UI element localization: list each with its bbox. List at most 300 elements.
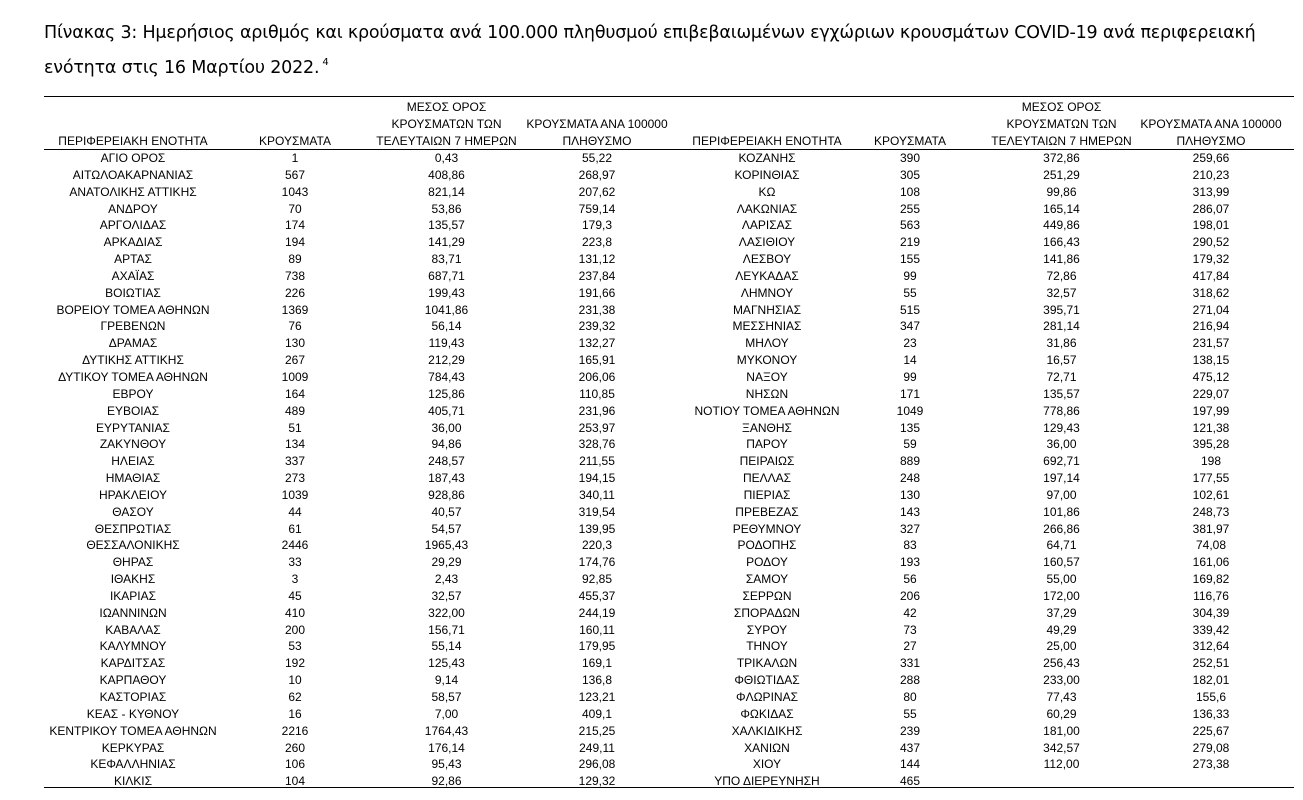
cell-unit: ΑΓΙΟ ΟΡΟΣ <box>100 151 166 165</box>
cell-cases: 219 <box>899 235 921 250</box>
cell-unit: ΒΟΡΕΙΟΥ ΤΟΜΕΑ ΑΘΗΝΩΝ <box>56 302 210 317</box>
cell-per-100k: 160,11 <box>579 622 615 637</box>
cell-cases: 80 <box>903 690 917 704</box>
cell-avg-7day: 778,86 <box>1043 403 1080 418</box>
cell-avg-7day: 36,00 <box>431 420 462 435</box>
cell-per-100k: 225,67 <box>1192 723 1230 738</box>
cell-unit: ΑΡΚΑΔΙΑΣ <box>103 235 163 250</box>
cell-per-100k: 220,3 <box>581 538 613 553</box>
cell-avg-7day: 176,14 <box>428 740 465 755</box>
cell-avg-7day: 95,43 <box>431 757 462 772</box>
cell-per-100k: 231,38 <box>578 302 616 317</box>
cell-avg-7day: 9,14 <box>434 673 459 688</box>
cell-unit: ΘΑΣΟΥ <box>112 504 154 519</box>
cell-cases: 76 <box>288 319 302 334</box>
cell-per-100k: 455,37 <box>578 588 616 603</box>
cell-unit: ΦΩΚΙΔΑΣ <box>740 706 794 721</box>
table-body <box>44 150 1294 788</box>
cell-unit: ΔΡΑΜΑΣ <box>108 336 158 351</box>
cell-unit: ΓΡΕΒΕΝΩΝ <box>100 319 166 334</box>
cell-cases: 1 <box>291 151 299 165</box>
header-unit-left: ΠΕΡΙΦΕΡΕΙΑΚΗ ΕΝΟΤΗΤΑ <box>58 134 208 148</box>
cell-avg-7day: 1965,43 <box>424 538 469 553</box>
cell-unit: ΧΑΛΚΙΔΙΚΗΣ <box>731 723 803 738</box>
cell-avg-7day: 125,86 <box>428 386 465 401</box>
cell-unit: ΕΥΡΥΤΑΝΙΑΣ <box>96 420 170 435</box>
cell-avg-7day: 256,43 <box>1043 656 1080 671</box>
cell-cases: 164 <box>284 386 306 401</box>
cell-cases: 3 <box>291 572 299 587</box>
cell-unit: ΙΘΑΚΗΣ <box>110 572 156 587</box>
cell-cases: 14 <box>903 353 917 368</box>
left-per100k-column <box>522 150 672 790</box>
cell-cases: 134 <box>284 437 306 452</box>
header-avg-left-1: ΜΕΣΟΣ ΟΡΟΣ <box>406 100 487 114</box>
cell-per-100k: 215,25 <box>578 723 616 738</box>
cell-avg-7day: 405,71 <box>428 403 465 418</box>
cell-unit: ΘΕΣΠΡΩΤΙΑΣ <box>94 521 172 536</box>
cell-avg-7day: 141,29 <box>428 235 465 250</box>
cell-per-100k: 417,84 <box>1192 268 1230 283</box>
cell-per-100k: 253,97 <box>578 420 616 435</box>
cell-avg-7day: 1764,43 <box>424 723 469 738</box>
cell-per-100k: 239,32 <box>578 319 616 334</box>
cell-avg-7day: 32,57 <box>431 588 462 603</box>
cell-unit: ΛΗΜΝΟΥ <box>740 285 794 300</box>
cell-unit: ΞΑΝΘΗΣ <box>742 420 792 435</box>
cell-per-100k: 169,1 <box>581 656 613 671</box>
cell-unit: ΕΒΡΟΥ <box>112 386 154 401</box>
cell-avg-7day: 32,57 <box>1046 285 1077 300</box>
cell-unit: ΗΡΑΚΛΕΙΟΥ <box>98 487 168 502</box>
cell-avg-7day: 281,14 <box>1043 319 1080 334</box>
cell-per-100k: 129,32 <box>578 774 616 789</box>
cell-avg-7day: 248,57 <box>428 454 465 469</box>
cell-avg-7day: 72,71 <box>1046 369 1077 384</box>
cell-per-100k: 248,73 <box>1192 504 1230 519</box>
cell-cases: 337 <box>284 454 306 469</box>
cell-cases: 206 <box>899 588 921 603</box>
cell-per-100k: 231,96 <box>578 403 616 418</box>
cell-unit: ΦΘΙΩΤΙΔΑΣ <box>734 673 800 688</box>
cell-unit: ΑΝΔΡΟΥ <box>108 201 158 216</box>
cell-per-100k: 313,99 <box>1192 184 1230 199</box>
cell-cases: 99 <box>903 268 917 283</box>
header-per100k-right-1: ΚΡΟΥΣΜΑΤΑ ΑΝΑ 100000 <box>1140 117 1282 131</box>
cell-per-100k: 319,54 <box>578 504 616 519</box>
cell-cases: 89 <box>288 252 302 267</box>
cell-cases: 248 <box>899 471 921 486</box>
cell-per-100k: 55,22 <box>581 151 613 165</box>
cell-cases: 1049 <box>896 403 924 418</box>
cell-avg-7day: 251,29 <box>1043 167 1080 182</box>
cell-unit: ΚΕΑΣ - ΚΥΘΝΟΥ <box>86 706 180 721</box>
cell-unit: ΣΕΡΡΩΝ <box>742 588 792 603</box>
cell-avg-7day: 165,14 <box>1043 201 1080 216</box>
cell-unit: ΤΡΙΚΑΛΩΝ <box>736 656 798 671</box>
cell-cases: 45 <box>288 588 302 603</box>
cell-avg-7day: 119,43 <box>428 336 465 351</box>
cell-cases: 889 <box>899 454 921 469</box>
cell-avg-7day: 125,43 <box>428 656 465 671</box>
cell-cases: 51 <box>288 420 302 435</box>
cell-cases: 2446 <box>281 538 309 553</box>
right-avg-column <box>989 150 1134 790</box>
cell-avg-7day: 233,00 <box>1043 673 1080 688</box>
cell-per-100k: 191,66 <box>578 285 616 300</box>
cell-per-100k: 207,62 <box>578 184 616 199</box>
cell-per-100k: 102,61 <box>1192 487 1230 502</box>
cell-cases: 130 <box>899 487 921 502</box>
cell-avg-7day: 129,43 <box>1043 420 1080 435</box>
cell-per-100k: 179,32 <box>1192 252 1230 267</box>
cell-unit: ΚΟΡΙΝΘΙΑΣ <box>734 167 800 182</box>
cell-unit: ΗΜΑΘΙΑΣ <box>105 471 161 486</box>
cell-avg-7day: 187,43 <box>428 471 465 486</box>
cell-per-100k: 249,11 <box>579 740 615 755</box>
cell-unit: ΝΗΣΩΝ <box>745 386 789 401</box>
cell-avg-7day: 101,86 <box>1043 504 1080 519</box>
cell-avg-7day: 266,86 <box>1043 521 1080 536</box>
cell-unit: ΣΑΜΟΥ <box>745 572 789 587</box>
cell-cases: 16 <box>288 706 302 721</box>
cell-cases: 193 <box>899 555 921 570</box>
footnote-marker: 4 <box>322 57 329 68</box>
cell-unit: ΛΑΡΙΣΑΣ <box>741 218 793 233</box>
cell-avg-7day: 40,57 <box>431 504 462 519</box>
cell-per-100k: 318,62 <box>1192 285 1230 300</box>
table-caption <box>44 18 1294 83</box>
cell-avg-7day: 83,71 <box>431 252 462 267</box>
header-avg-left-3: ΤΕΛΕΥΤΑΙΩΝ 7 ΗΜΕΡΩΝ <box>376 134 517 148</box>
cell-unit: ΛΑΣΙΘΙΟΥ <box>738 235 796 250</box>
cell-avg-7day: 372,86 <box>1043 151 1080 165</box>
cell-cases: 174 <box>284 218 306 233</box>
cell-unit: ΜΕΣΣΗΝΙΑΣ <box>732 319 802 334</box>
cell-unit: ΜΑΓΝΗΣΙΑΣ <box>732 302 802 317</box>
cell-per-100k: 74,08 <box>1195 538 1227 553</box>
cell-avg-7day: 928,86 <box>428 487 465 502</box>
header-per100k-left-1: ΚΡΟΥΣΜΑΤΑ ΑΝΑ 100000 <box>526 117 668 131</box>
cell-unit: ΦΛΩΡΙΝΑΣ <box>736 690 798 704</box>
cell-unit: ΥΠΟ ΔΙΕΡΕΥΝΗΣΗ <box>714 774 820 789</box>
cell-avg-7day: 687,71 <box>428 268 465 283</box>
cell-per-100k: 110,85 <box>579 386 615 401</box>
cell-per-100k: 244,19 <box>578 605 616 620</box>
cell-cases: 44 <box>288 504 302 519</box>
cell-cases: 27 <box>903 639 917 654</box>
cell-cases: 2216 <box>281 723 309 738</box>
cell-cases: 515 <box>899 302 921 317</box>
cell-per-100k: 252,51 <box>1192 656 1230 671</box>
cell-unit: ΤΗΝΟΥ <box>746 639 788 654</box>
cell-avg-7day: 181,00 <box>1043 723 1080 738</box>
cell-unit: ΒΟΙΩΤΙΑΣ <box>105 285 161 300</box>
header-avg-right-1: ΜΕΣΟΣ ΟΡΟΣ <box>1021 100 1102 114</box>
cell-per-100k: 198,01 <box>1192 218 1230 233</box>
cell-unit: ΠΡΕΒΕΖΑΣ <box>735 504 799 519</box>
cell-unit: ΑΧΑΪΑΣ <box>111 268 155 283</box>
cell-avg-7day: 395,71 <box>1043 302 1080 317</box>
cell-per-100k: 179,3 <box>581 218 613 233</box>
cell-cases: 192 <box>284 656 306 671</box>
cell-avg-7day: 2,43 <box>434 572 459 587</box>
cell-unit: ΚΟΖΑΝΗΣ <box>738 151 796 165</box>
cell-cases: 104 <box>284 774 306 789</box>
cell-per-100k: 92,85 <box>581 572 613 587</box>
cell-cases: 171 <box>899 386 921 401</box>
cell-per-100k: 290,52 <box>1192 235 1230 250</box>
cell-avg-7day: 1041,86 <box>424 302 469 317</box>
cell-cases: 155 <box>899 252 921 267</box>
cell-per-100k: 198 <box>1200 454 1222 469</box>
cell-avg-7day: 53,86 <box>431 201 462 216</box>
cell-per-100k: 182,01 <box>1192 673 1230 688</box>
cell-cases: 260 <box>284 740 306 755</box>
cell-cases: 56 <box>903 572 917 587</box>
cell-avg-7day: 135,57 <box>428 218 465 233</box>
cell-cases: 55 <box>903 706 917 721</box>
cell-avg-7day: 172,00 <box>1043 588 1080 603</box>
header-cases-right: ΚΡΟΥΣΜΑΤΑ <box>874 134 946 148</box>
cell-cases: 53 <box>288 639 302 654</box>
cell-cases: 130 <box>284 336 306 351</box>
cell-cases: 273 <box>284 471 306 486</box>
cell-cases: 255 <box>899 201 921 216</box>
cell-avg-7day: 7,00 <box>434 706 459 721</box>
left-unit-column <box>44 150 222 790</box>
cell-per-100k: 395,28 <box>1192 437 1230 452</box>
cell-unit: ΠΙΕΡΙΑΣ <box>743 487 791 502</box>
cell-cases: 144 <box>899 757 921 772</box>
cell-per-100k: 216,94 <box>1192 319 1230 334</box>
cell-cases: 62 <box>288 690 302 704</box>
cell-avg-7day: 94,86 <box>431 437 462 452</box>
cell-cases: 23 <box>903 336 917 351</box>
cell-avg-7day: 99,86 <box>1046 184 1077 199</box>
cell-avg-7day: 112,00 <box>1043 757 1080 772</box>
cell-per-100k: 229,07 <box>1192 386 1230 401</box>
cell-avg-7day: 160,57 <box>1043 555 1080 570</box>
cell-cases: 61 <box>288 521 302 536</box>
cell-cases: 1009 <box>281 369 309 384</box>
cell-cases: 135 <box>899 420 921 435</box>
cell-unit: ΑΝΑΤΟΛΙΚΗΣ ΑΤΤΙΚΗΣ <box>69 184 197 199</box>
cell-unit: ΗΛΕΙΑΣ <box>111 454 155 469</box>
cell-per-100k: 231,57 <box>1192 336 1230 351</box>
cell-unit: ΚΙΛΚΙΣ <box>113 774 153 789</box>
cell-avg-7day: 92,86 <box>431 774 462 789</box>
cell-per-100k: 312,64 <box>1192 639 1230 654</box>
cell-avg-7day: 449,86 <box>1043 218 1080 233</box>
left-avg-column <box>374 150 519 790</box>
cell-per-100k: 116,76 <box>1193 588 1229 603</box>
cell-cases: 42 <box>903 605 917 620</box>
cell-cases: 738 <box>284 268 306 283</box>
cell-per-100k: 409,1 <box>581 706 613 721</box>
cell-unit: ΕΥΒΟΙΑΣ <box>106 403 160 418</box>
cell-per-100k: 132,27 <box>578 336 616 351</box>
cell-cases: 465 <box>899 774 921 789</box>
cell-per-100k: 165,91 <box>578 353 616 368</box>
cell-cases: 70 <box>288 201 302 216</box>
header-per100k-right-2: ΠΛΗΘΥΣΜΟ <box>1176 134 1246 148</box>
cell-per-100k: 211,55 <box>579 454 615 469</box>
cell-avg-7day: 784,43 <box>428 369 465 384</box>
cell-cases: 108 <box>899 184 921 199</box>
cell-cases: 200 <box>284 622 306 637</box>
cell-per-100k: 161,06 <box>1192 555 1230 570</box>
cell-avg-7day: 77,43 <box>1046 690 1077 704</box>
cell-per-100k: 339,42 <box>1192 622 1230 637</box>
header-unit-right: ΠΕΡΙΦΕΡΕΙΑΚΗ ΕΝΟΤΗΤΑ <box>692 134 842 148</box>
cell-avg-7day: 166,43 <box>1043 235 1080 250</box>
cell-per-100k: 136,8 <box>581 673 613 688</box>
cell-cases: 143 <box>899 504 921 519</box>
cell-cases: 83 <box>903 538 917 553</box>
cell-unit: ΑΡΤΑΣ <box>114 252 152 267</box>
cell-per-100k: 271,04 <box>1192 302 1230 317</box>
cell-cases: 563 <box>899 218 921 233</box>
caption-text: Πίνακας 3: Ημερήσιος αριθμός και κρούσματα ανά 100.000 πληθυσμού επιβεβαιωμένων εγχώριων κρουσμάτων COVID-19 ανά περιφερειακή ενότητα στις 16 Μαρτίου 2022. <box>44 23 1256 78</box>
cell-per-100k: 259,66 <box>1192 151 1230 165</box>
cell-unit: ΚΑΡΔΙΤΣΑΣ <box>100 656 166 671</box>
cell-per-100k: 279,08 <box>1192 740 1230 755</box>
cell-avg-7day: 199,43 <box>428 285 465 300</box>
cell-cases: 1369 <box>281 302 309 317</box>
cell-unit: ΠΕΙΡΑΙΩΣ <box>739 454 795 469</box>
cell-avg-7day: 141,86 <box>1043 252 1080 267</box>
cell-unit: ΙΩΑΝΝΙΝΩΝ <box>99 605 167 620</box>
cell-cases: 410 <box>284 605 306 620</box>
cell-cases: 305 <box>899 167 921 182</box>
cell-cases: 226 <box>284 285 306 300</box>
header-avg-right-2: ΚΡΟΥΣΜΑΤΩΝ ΤΩΝ <box>1006 117 1117 131</box>
cell-cases: 1039 <box>281 487 309 502</box>
cell-avg-7day: 408,86 <box>428 167 465 182</box>
cell-avg-7day: 64,71 <box>1046 538 1077 553</box>
covid-cases-table <box>44 96 1294 788</box>
cell-per-100k: 206,06 <box>578 369 616 384</box>
cell-cases: 489 <box>284 403 306 418</box>
cell-per-100k: 328,76 <box>578 437 616 452</box>
cell-cases: 59 <box>903 437 917 452</box>
cell-cases: 10 <box>288 673 302 688</box>
cell-avg-7day: 54,57 <box>431 521 462 536</box>
table-bottom-rule <box>44 787 1294 788</box>
cell-unit: ΡΕΘΥΜΝΟΥ <box>732 521 802 536</box>
cell-unit: ΚΑΒΑΛΑΣ <box>105 622 161 637</box>
cell-avg-7day: 72,86 <box>1046 268 1077 283</box>
cell-avg-7day: 0,43 <box>434 151 459 165</box>
cell-per-100k: 268,97 <box>578 167 616 182</box>
cell-avg-7day: 156,71 <box>428 622 465 637</box>
cell-unit: ΜΗΛΟΥ <box>745 336 789 351</box>
cell-avg-7day: 25,00 <box>1046 639 1077 654</box>
cell-cases: 33 <box>288 555 302 570</box>
cell-avg-7day: 97,00 <box>1046 487 1077 502</box>
header-cases-left: ΚΡΟΥΣΜΑΤΑ <box>259 134 331 148</box>
cell-per-100k: 136,33 <box>1192 706 1230 721</box>
right-per100k-column <box>1136 150 1286 790</box>
cell-cases: 437 <box>899 740 921 755</box>
cell-unit: ΧΙΟΥ <box>752 757 782 772</box>
cell-per-100k: 179,95 <box>578 639 616 654</box>
cell-per-100k: 131,12 <box>578 252 616 267</box>
cell-unit: ΚΑΣΤΟΡΙΑΣ <box>99 690 167 704</box>
cell-unit: ΚΩ <box>758 184 776 199</box>
cell-unit: ΡΟΔΟΥ <box>746 555 788 570</box>
cell-per-100k: 759,14 <box>578 201 616 216</box>
cell-per-100k: 139,95 <box>578 521 616 536</box>
cell-per-100k: 169,82 <box>1192 572 1230 587</box>
cell-cases: 327 <box>899 521 921 536</box>
cell-per-100k: 177,55 <box>1192 471 1230 486</box>
cell-cases: 390 <box>899 151 921 165</box>
header-per100k-left-2: ΠΛΗΘΥΣΜΟ <box>562 134 632 148</box>
cell-per-100k: 194,15 <box>578 471 616 486</box>
cell-cases: 239 <box>899 723 921 738</box>
cell-unit: ΚΑΛΥΜΝΟΥ <box>99 639 167 654</box>
cell-unit: ΚΕΝΤΡΙΚΟΥ ΤΟΜΕΑ ΑΘΗΝΩΝ <box>49 723 217 738</box>
cell-cases: 99 <box>903 369 917 384</box>
cell-per-100k: 155,6 <box>1195 690 1227 704</box>
cell-cases: 331 <box>899 656 921 671</box>
cell-unit: ΘΕΣΣΑΛΟΝΙΚΗΣ <box>86 538 180 553</box>
cell-unit: ΣΠΟΡΑΔΩΝ <box>733 605 801 620</box>
cell-cases: 1043 <box>281 184 309 199</box>
cell-unit: ΝΑΞΟΥ <box>746 369 788 384</box>
cell-per-100k: 475,12 <box>1192 369 1230 384</box>
cell-cases: 267 <box>284 353 306 368</box>
cell-per-100k: 340,11 <box>579 487 615 502</box>
cell-unit: ΛΕΣΒΟΥ <box>742 252 792 267</box>
cell-unit: ΚΕΦΑΛΛΗΝΙΑΣ <box>90 757 176 772</box>
cell-avg-7day: 16,57 <box>1046 353 1077 368</box>
right-unit-column <box>678 150 856 790</box>
cell-avg-7day: 56,14 <box>431 319 462 334</box>
right-cases-column <box>859 150 961 790</box>
cell-unit: ΙΚΑΡΙΑΣ <box>109 588 157 603</box>
cell-cases: 567 <box>284 167 306 182</box>
cell-per-100k: 273,38 <box>1192 757 1230 772</box>
cell-cases: 106 <box>284 757 306 772</box>
cell-per-100k: 237,84 <box>578 268 616 283</box>
cell-cases: 194 <box>284 235 306 250</box>
cell-unit: ΡΟΔΟΠΗΣ <box>737 538 797 553</box>
cell-unit: ΘΗΡΑΣ <box>112 555 154 570</box>
header-avg-right-3: ΤΕΛΕΥΤΑΙΩΝ 7 ΗΜΕΡΩΝ <box>991 134 1132 148</box>
cell-per-100k: 286,07 <box>1192 201 1230 216</box>
cell-avg-7day: 55,14 <box>431 639 462 654</box>
cell-unit: ΝΟΤΙΟΥ ΤΟΜΕΑ ΑΘΗΝΩΝ <box>694 403 840 418</box>
cell-per-100k: 223,8 <box>581 235 613 250</box>
cell-unit: ΑΡΓΟΛΙΔΑΣ <box>99 218 167 233</box>
table-header <box>44 97 1294 150</box>
cell-per-100k: 121,38 <box>1192 420 1230 435</box>
header-avg-left-2: ΚΡΟΥΣΜΑΤΩΝ ΤΩΝ <box>391 117 502 131</box>
cell-per-100k: 197,99 <box>1192 403 1230 418</box>
cell-per-100k: 138,15 <box>1192 353 1230 368</box>
cell-unit: ΜΥΚΟΝΟΥ <box>736 353 798 368</box>
cell-cases: 73 <box>903 622 917 637</box>
cell-unit: ΔΥΤΙΚΗΣ ΑΤΤΙΚΗΣ <box>82 353 184 368</box>
cell-unit: ΠΑΡΟΥ <box>746 437 788 452</box>
cell-avg-7day: 322,00 <box>428 605 465 620</box>
cell-avg-7day: 37,29 <box>1046 605 1077 620</box>
cell-avg-7day: 212,29 <box>428 353 465 368</box>
cell-avg-7day: 31,86 <box>1046 336 1077 351</box>
